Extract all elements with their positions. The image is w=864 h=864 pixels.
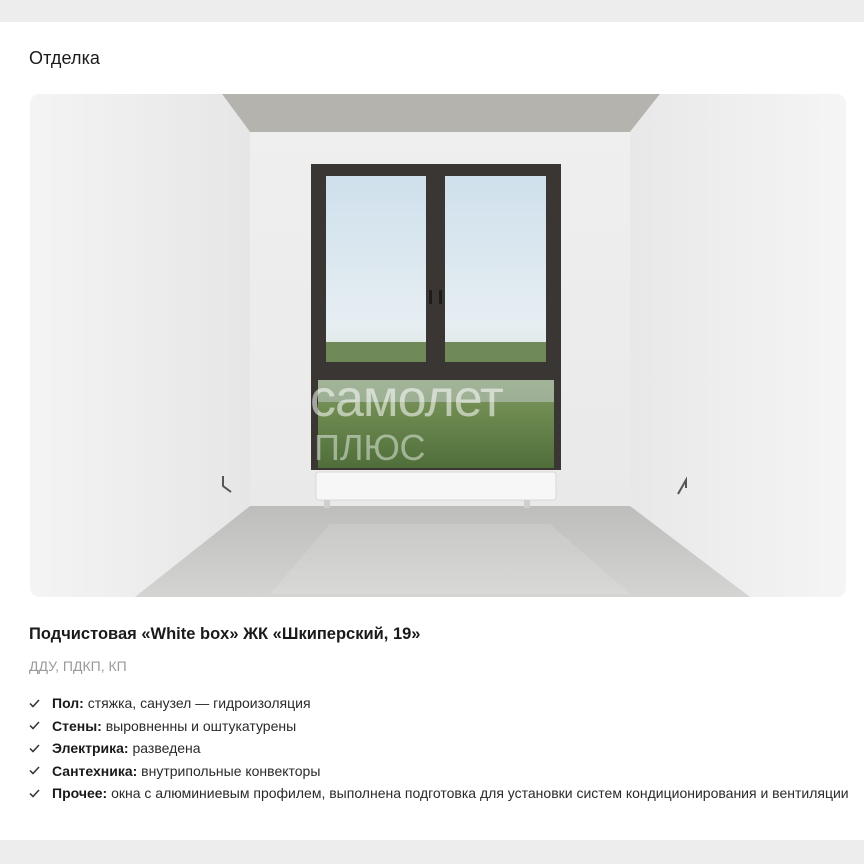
offer-documents: ДДУ, ПДКП, КП bbox=[29, 658, 127, 674]
room-illustration bbox=[30, 94, 846, 597]
feature-text: разведена bbox=[128, 740, 201, 756]
room-photo[interactable] bbox=[30, 94, 846, 597]
feature-item-walls bbox=[29, 715, 849, 738]
check-icon bbox=[29, 715, 43, 737]
watermark-line1: самолет bbox=[310, 370, 503, 428]
feature-label: Прочее: bbox=[52, 785, 108, 801]
feature-text: окна с алюминиевым профилем, выполнена подготовка для установки систем кондиционирования и вентиляции bbox=[107, 785, 849, 801]
feature-label: Электрика: bbox=[52, 740, 129, 756]
section-title: Отделка bbox=[29, 48, 101, 68]
feature-item-electrics bbox=[29, 737, 849, 760]
feature-item-other bbox=[29, 782, 849, 805]
feature-label: Стены: bbox=[52, 717, 102, 734]
feature-item-floor bbox=[29, 692, 849, 715]
finishing-card bbox=[0, 22, 864, 840]
features-list bbox=[29, 692, 849, 805]
feature-label: Пол: bbox=[52, 695, 84, 711]
check-icon bbox=[29, 760, 43, 782]
check-icon bbox=[29, 782, 43, 804]
feature-text: стяжка, санузел — гидроизоляция bbox=[83, 695, 311, 711]
feature-label: Сантехника: bbox=[52, 762, 138, 779]
feature-text: выровненны и оштукатурены bbox=[101, 717, 297, 734]
feature-text: внутрипольные конвекторы bbox=[137, 762, 321, 779]
feature-item-plumbing bbox=[29, 760, 849, 783]
watermark-line2: ПЛЮС bbox=[314, 427, 426, 468]
check-icon bbox=[29, 737, 43, 759]
offer-title: Подчистовая «White box» ЖК «Шкиперский, 19» bbox=[29, 625, 421, 643]
check-icon bbox=[29, 692, 43, 714]
